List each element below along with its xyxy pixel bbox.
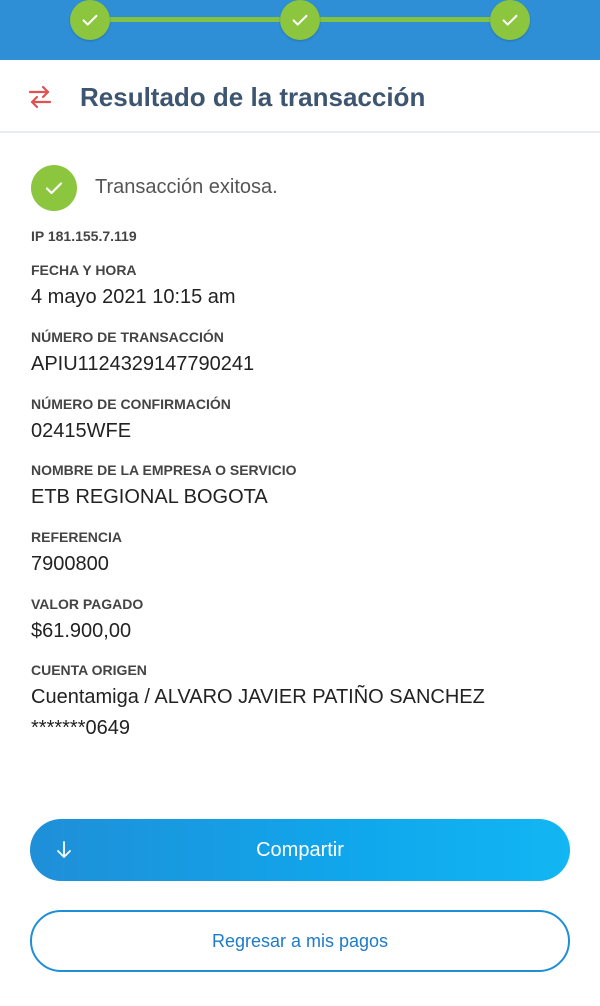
step-3-complete — [490, 0, 530, 40]
field-label: NOMBRE DE LA EMPRESA O SERVICIO — [31, 462, 297, 478]
detail-date-time — [31, 262, 576, 311]
success-badge — [31, 165, 77, 211]
field-value: 02415WFE — [31, 420, 132, 442]
field-value: APIU1124329147790241 — [31, 353, 255, 375]
detail-reference — [31, 529, 576, 578]
field-label: NÚMERO DE CONFIRMACIÓN — [31, 396, 231, 412]
field-value: 7900800 — [31, 553, 109, 575]
status-message: Transacción exitosa. — [95, 176, 278, 198]
field-value: Cuentamiga / ALVARO JAVIER PATIÑO SANCHEZ — [31, 686, 485, 708]
page-title: Resultado de la transacción — [80, 82, 426, 112]
detail-confirmation-number — [31, 396, 576, 445]
field-label: CUENTA ORIGEN — [31, 662, 147, 678]
step-2-complete — [280, 0, 320, 40]
check-icon — [79, 9, 101, 31]
field-label: VALOR PAGADO — [31, 596, 144, 612]
back-to-payments-button[interactable] — [30, 910, 570, 972]
transfer-arrows-icon — [24, 81, 56, 113]
step-1-complete — [70, 0, 110, 40]
field-label: REFERENCIA — [31, 529, 123, 545]
progress-connector — [320, 17, 490, 22]
field-value: ETB REGIONAL BOGOTA — [31, 486, 268, 508]
progress-bar — [0, 0, 600, 60]
field-label: FECHA Y HORA — [31, 262, 137, 278]
arrow-down-icon — [52, 838, 76, 862]
progress-connector — [110, 17, 280, 22]
field-label: NÚMERO DE TRANSACCIÓN — [31, 329, 224, 345]
check-icon — [289, 9, 311, 31]
field-value: $61.900,00 — [31, 620, 132, 642]
share-button-label: Compartir — [256, 838, 344, 861]
detail-amount-paid — [31, 596, 576, 645]
ip-address: IP 181.155.7.119 — [31, 228, 137, 244]
transaction-status — [31, 163, 571, 211]
detail-company-name — [31, 462, 576, 511]
account-number-masked: *******0649 — [31, 717, 130, 739]
back-button-label: Regresar a mis pagos — [211, 930, 389, 951]
check-icon — [499, 9, 521, 31]
field-value: 4 mayo 2021 10:15 am — [31, 286, 236, 308]
detail-transaction-number — [31, 329, 576, 378]
check-icon — [42, 176, 66, 200]
detail-source-account — [31, 662, 576, 742]
share-button[interactable] — [30, 819, 570, 881]
section-header — [0, 60, 600, 133]
